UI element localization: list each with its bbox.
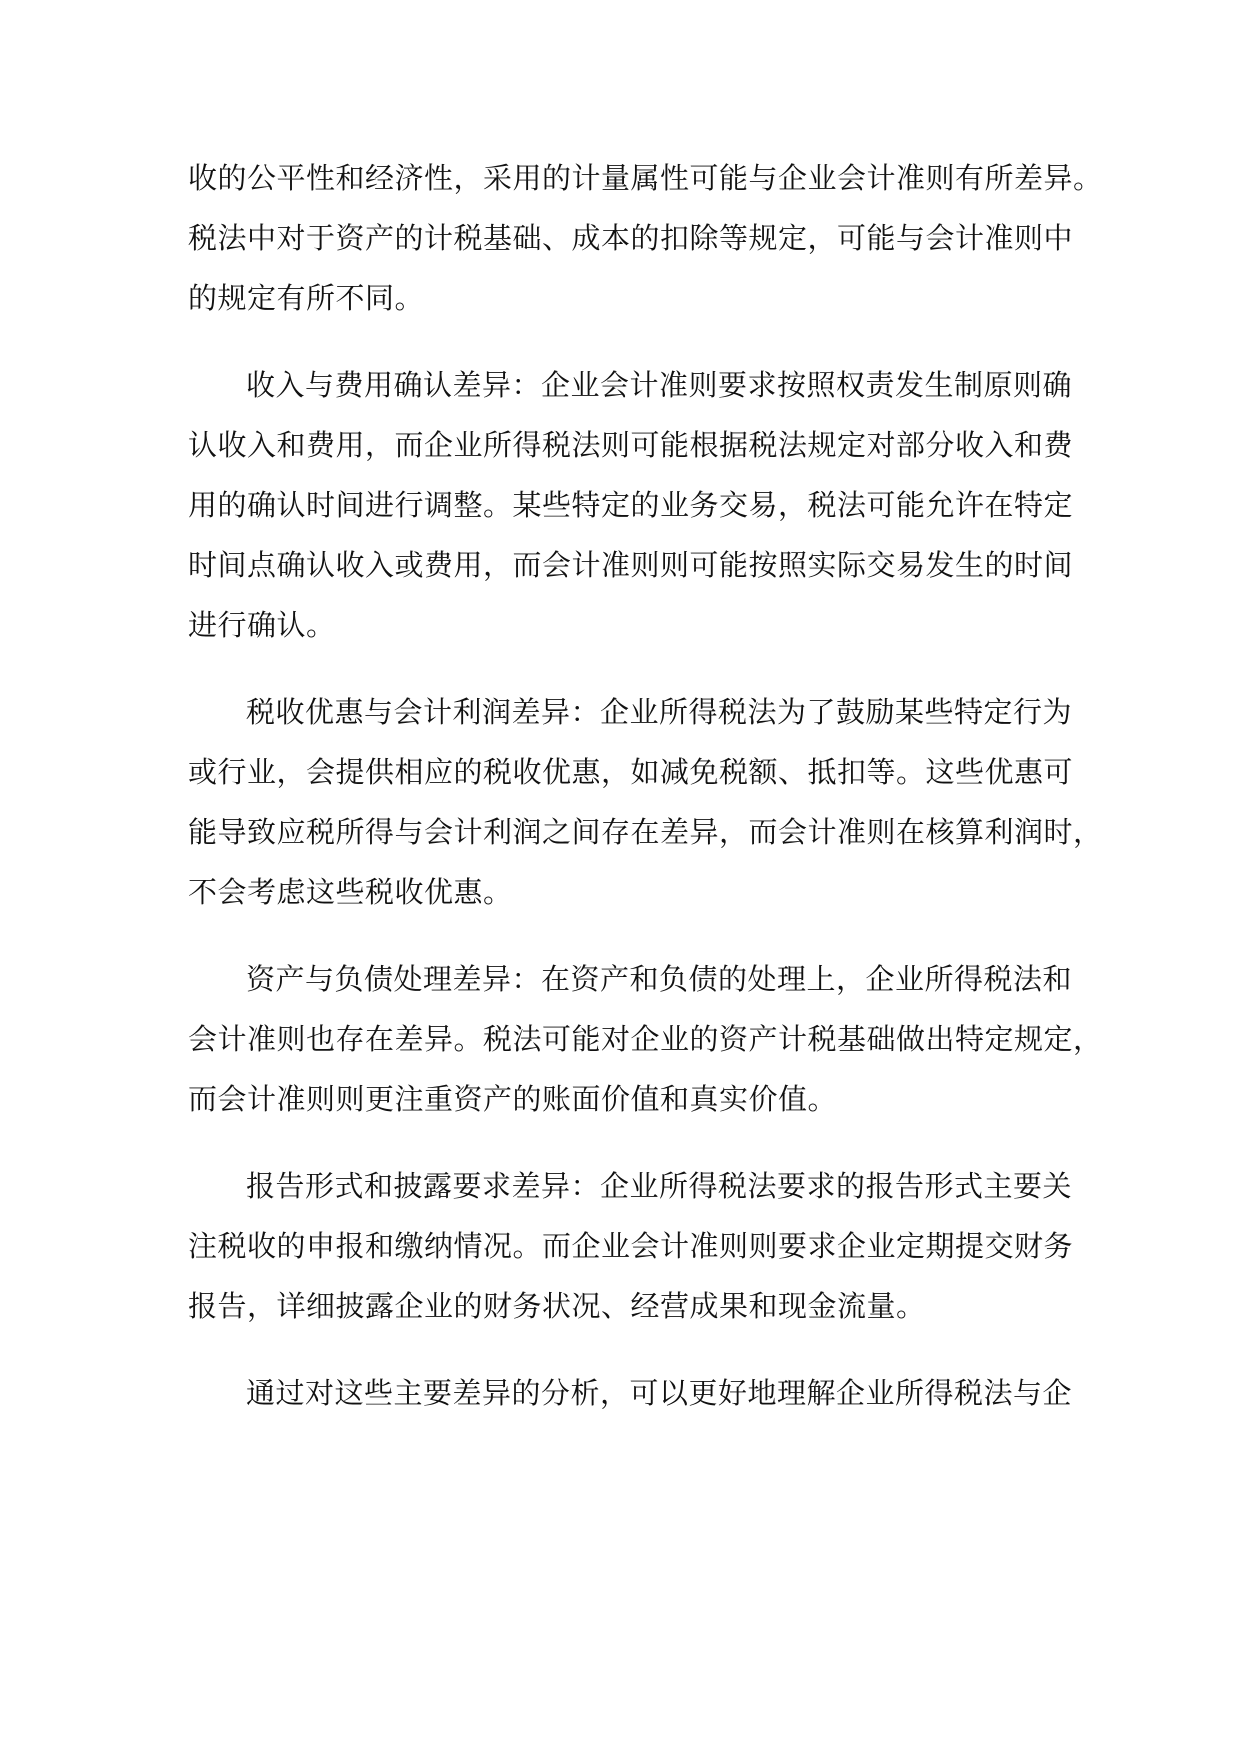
paragraph [188,682,1103,922]
text-line: 收入与费用确认差异：企业会计准则要求按照权责发生制原则确 [246,368,1073,402]
paragraph [188,949,1103,1129]
text-line: 报告，详细披露企业的财务状况、经营成果和现金流量。 [188,1289,926,1323]
text-line: 认收入和费用，而企业所得税法则可能根据税法规定对部分收入和费 [188,428,1074,462]
paragraph [188,1156,1074,1336]
text-line: 税收优惠与会计利润差异：企业所得税法为了鼓励某些特定行为 [246,695,1073,729]
text-line: 而会计准则则更注重资产的账面价值和真实价值。 [188,1082,838,1116]
text-line: 不会考虑这些税收优惠。 [188,875,513,909]
text-line: 的规定有所不同。 [188,281,425,315]
text-line: 收的公平性和经济性，采用的计量属性可能与企业会计准则有所差异。 [188,161,1103,195]
text-line: 时间点确认收入或费用，而会计准则则可能按照实际交易发生的时间 [188,548,1074,582]
paragraph [188,148,1103,328]
text-line: 或行业，会提供相应的税收优惠，如减免税额、抵扣等。这些优惠可 [188,755,1074,789]
text-line: 能导致应税所得与会计利润之间存在差异，而会计准则在核算利润时， [188,815,1103,849]
text-line: 注税收的申报和缴纳情况。而企业会计准则则要求企业定期提交财务 [188,1229,1074,1263]
document-body [188,148,1103,1423]
text-line: 资产与负债处理差异：在资产和负债的处理上，企业所得税法和 [246,962,1073,996]
text-line: 用的确认时间进行调整。某些特定的业务交易，税法可能允许在特定 [188,488,1074,522]
text-line: 进行确认。 [188,608,336,642]
text-line: 报告形式和披露要求差异：企业所得税法要求的报告形式主要关 [246,1169,1073,1203]
text-line: 通过对这些主要差异的分析，可以更好地理解企业所得税法与企 [246,1376,1073,1410]
paragraph [188,355,1074,655]
paragraph [188,1363,1073,1423]
text-line: 税法中对于资产的计税基础、成本的扣除等规定，可能与会计准则中 [188,221,1074,255]
text-line: 会计准则也存在差异。税法可能对企业的资产计税基础做出特定规定， [188,1022,1103,1056]
